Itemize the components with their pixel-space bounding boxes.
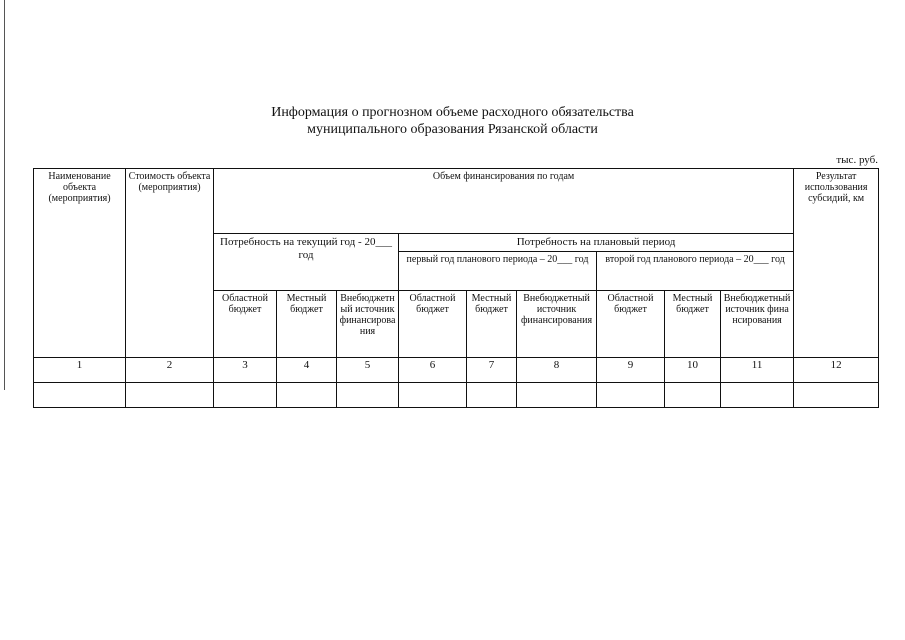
column-number: 1 (34, 358, 126, 383)
leaf-header: Внебюджетный источник финансирования (337, 291, 399, 358)
column-number: 10 (665, 358, 721, 383)
header-cost: Стоимость объекта (мероприятия) (126, 169, 214, 358)
column-number: 11 (721, 358, 794, 383)
header-planning-period: Потребность на плановый период (399, 234, 794, 252)
leaf-header: Местный бюджет (467, 291, 517, 358)
margin-line (4, 0, 5, 390)
units-label: тыс. руб. (836, 154, 878, 166)
table-cell[interactable] (214, 383, 277, 408)
leaf-header: Областной бюджет (399, 291, 467, 358)
table-cell[interactable] (467, 383, 517, 408)
header-name: Наименование объекта (мероприятия) (34, 169, 126, 358)
table-cell[interactable] (126, 383, 214, 408)
table-cell[interactable] (721, 383, 794, 408)
table-cell[interactable] (277, 383, 337, 408)
column-number: 12 (794, 358, 879, 383)
column-number: 5 (337, 358, 399, 383)
header-current-year: Потребность на текущий год - 20___ год (214, 234, 399, 291)
table-cell[interactable] (794, 383, 879, 408)
leaf-header: Местный бюджет (665, 291, 721, 358)
column-number: 2 (126, 358, 214, 383)
title-line-1: Информация о прогнозном объеме расходного обязательства (271, 105, 634, 120)
column-number: 6 (399, 358, 467, 383)
leaf-header: Внебюджетный источник финансирования (517, 291, 597, 358)
table-cell[interactable] (34, 383, 126, 408)
table-cell[interactable] (517, 383, 597, 408)
table-cell[interactable] (337, 383, 399, 408)
table-cell[interactable] (399, 383, 467, 408)
leaf-header: Внебюджетный источник финансирования (721, 291, 794, 358)
column-number-row (34, 358, 879, 383)
column-number: 8 (517, 358, 597, 383)
leaf-header: Областной бюджет (214, 291, 277, 358)
header-result: Результат использования субсидий, км (794, 169, 879, 358)
header-financing: Объем финансирования по годам (214, 169, 794, 234)
column-number: 9 (597, 358, 665, 383)
financing-table (33, 168, 879, 408)
header-row-1 (34, 169, 879, 234)
table-cell[interactable] (597, 383, 665, 408)
column-number: 4 (277, 358, 337, 383)
table-cell[interactable] (665, 383, 721, 408)
header-second-year: второй год планового периода – 20___ год (597, 252, 794, 291)
leaf-header: Местный бюджет (277, 291, 337, 358)
column-number: 3 (214, 358, 277, 383)
leaf-header: Областной бюджет (597, 291, 665, 358)
header-first-year: первый год планового периода – 20___ год (399, 252, 597, 291)
table-row-empty (34, 383, 879, 408)
document-title (0, 104, 905, 138)
column-number: 7 (467, 358, 517, 383)
title-line-2: муниципального образования Рязанской области (307, 122, 598, 137)
